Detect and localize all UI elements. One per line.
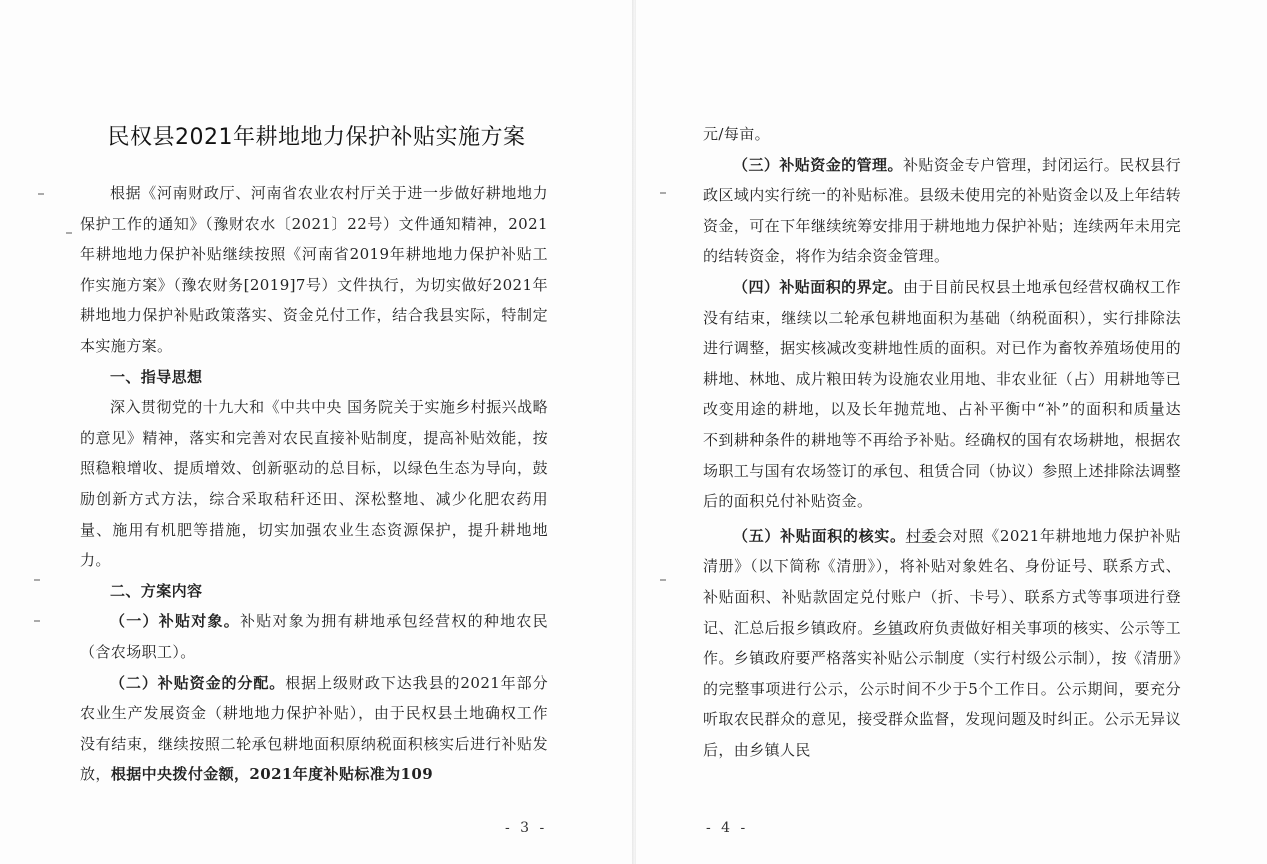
document-title: 民权县2021年耕地地力保护补贴实施方案 [107,125,526,150]
item-text: 补贴资金专户管理，封闭运行。民权县行政区域内实行统一的补贴标准。县级未使用完的补贴资金以及上年结转资金，可在下年继续统筹安排用于耕地地力保护补贴；连续两年未用完的结转资金，将作为结余资金管理。 [703,155,1181,266]
section-heading-guiding-ideology: 一、指导思想 [110,367,203,386]
item-text: 补贴对象为拥有耕地承包经营权的种地农民（含农场职工）。 [80,612,548,661]
item-fund-allocation [80,668,548,790]
item-label: （一）补贴对象。 [110,612,241,631]
item-text: 会对照《2021年耕地地力保护补贴清册》（以下简称《清册》），将补贴对象姓名、身份证号、联系方式、补贴面积、补贴款固定兑付账户（折、卡号）、联系方式等事项进行登记、汇总后报乡镇政府。 [703,526,1181,637]
item-subsidy-target [80,606,548,667]
item-fund-management [703,150,1181,272]
scan-speck [34,579,40,581]
item-bold-text: 根据中央拨付金额，2021年度补贴标准为109 [110,765,434,784]
item-label: （三）补贴资金的管理。 [733,155,903,174]
item-text-marked: 乡镇 [872,618,904,637]
item-area-definition [703,272,1181,517]
item-label: （五）补贴面积的核实。 [733,526,906,545]
section-heading-plan-content: 二、方案内容 [110,581,203,600]
left-page-body [80,178,548,790]
item-text: 政府负责做好相关事项的核实、公示等工作。乡镇政府要严格落实补贴公示制度（实行村级公示制），按《清册》的完整事项进行公示，公示时间不少于5个工作日。公示期间，要充分听取农民群众的意见，接受群众监督，发现问题及时纠正。公示无异议后，由乡镇人民 [703,618,1181,759]
scan-speck [34,620,40,622]
scan-speck [660,579,666,581]
item-label: （二）补贴资金的分配。 [110,673,286,692]
page-number-right: - 4 - [706,820,749,836]
continuation-text: 元/每亩。 [703,125,771,143]
guiding-ideology-paragraph: 深入贯彻党的十九大和《中共中央 国务院关于实施乡村振兴战略的意见》精神，落实和完善对农民直接补贴制度，提高补贴效能，按照稳粮增收、提质增效、创新驱动的总目标，以绿色生态为导向，鼓励创新方式方法，综合采取秸秆还田、深松整地、减少化肥农药用量、施用有机肥等措施，切实加强农业生态资源保护，提升耕地地力。 [80,398,548,570]
item-area-verification [703,521,1181,766]
item-label: （四）补贴面积的界定。 [733,277,903,296]
item-text-marked: 村委 [905,526,938,545]
scan-speck [660,192,666,194]
right-page-body [703,119,1181,765]
item-text: 由于目前民权县土地承包经营权确权工作没有结束，继续以二轮承包耕地面积为基础（纳税面积），实行排除法进行调整，据实核减改变耕地性质的面积。对已作为畜牧养殖场使用的耕地、林地、成片粮田转为设施农业用地、非农业征（占）用耕地等已改变用途的耕地，以及长年抛荒地、占补平衡中“补”的面积和质量达不到耕种条件的耕地等不再给予补贴。经确权的国有农场耕地，根据农场职工与国有农场签订的承包、租赁合同（协议）参照上述排除法调整后的面积兑付补贴资金。 [703,277,1181,511]
intro-paragraph: 根据《河南财政厅、河南省农业农村厅关于进一步做好耕地地力保护工作的通知》（豫财农水〔2021〕22号）文件通知精神，2021年耕地地力保护补贴继续按照《河南省2019年耕地地力保护补贴工作实施方案》（豫农财务[2019]7号）文件执行，为切实做好2021年耕地地力保护补贴政策落实、资金兑付工作，结合我县实际，特制定本实施方案。 [80,184,548,355]
item-text: 根据上级财政下达我县的2021年部分农业生产发展资金（耕地地力保护补贴），由于民权县土地确权工作没有结束，继续按照二轮承包耕地面积原纳税面积核实后进行补贴发放， [80,673,548,784]
scan-speck [66,232,72,234]
scan-speck [38,193,44,195]
page-number-left: - 3 - [505,820,548,836]
